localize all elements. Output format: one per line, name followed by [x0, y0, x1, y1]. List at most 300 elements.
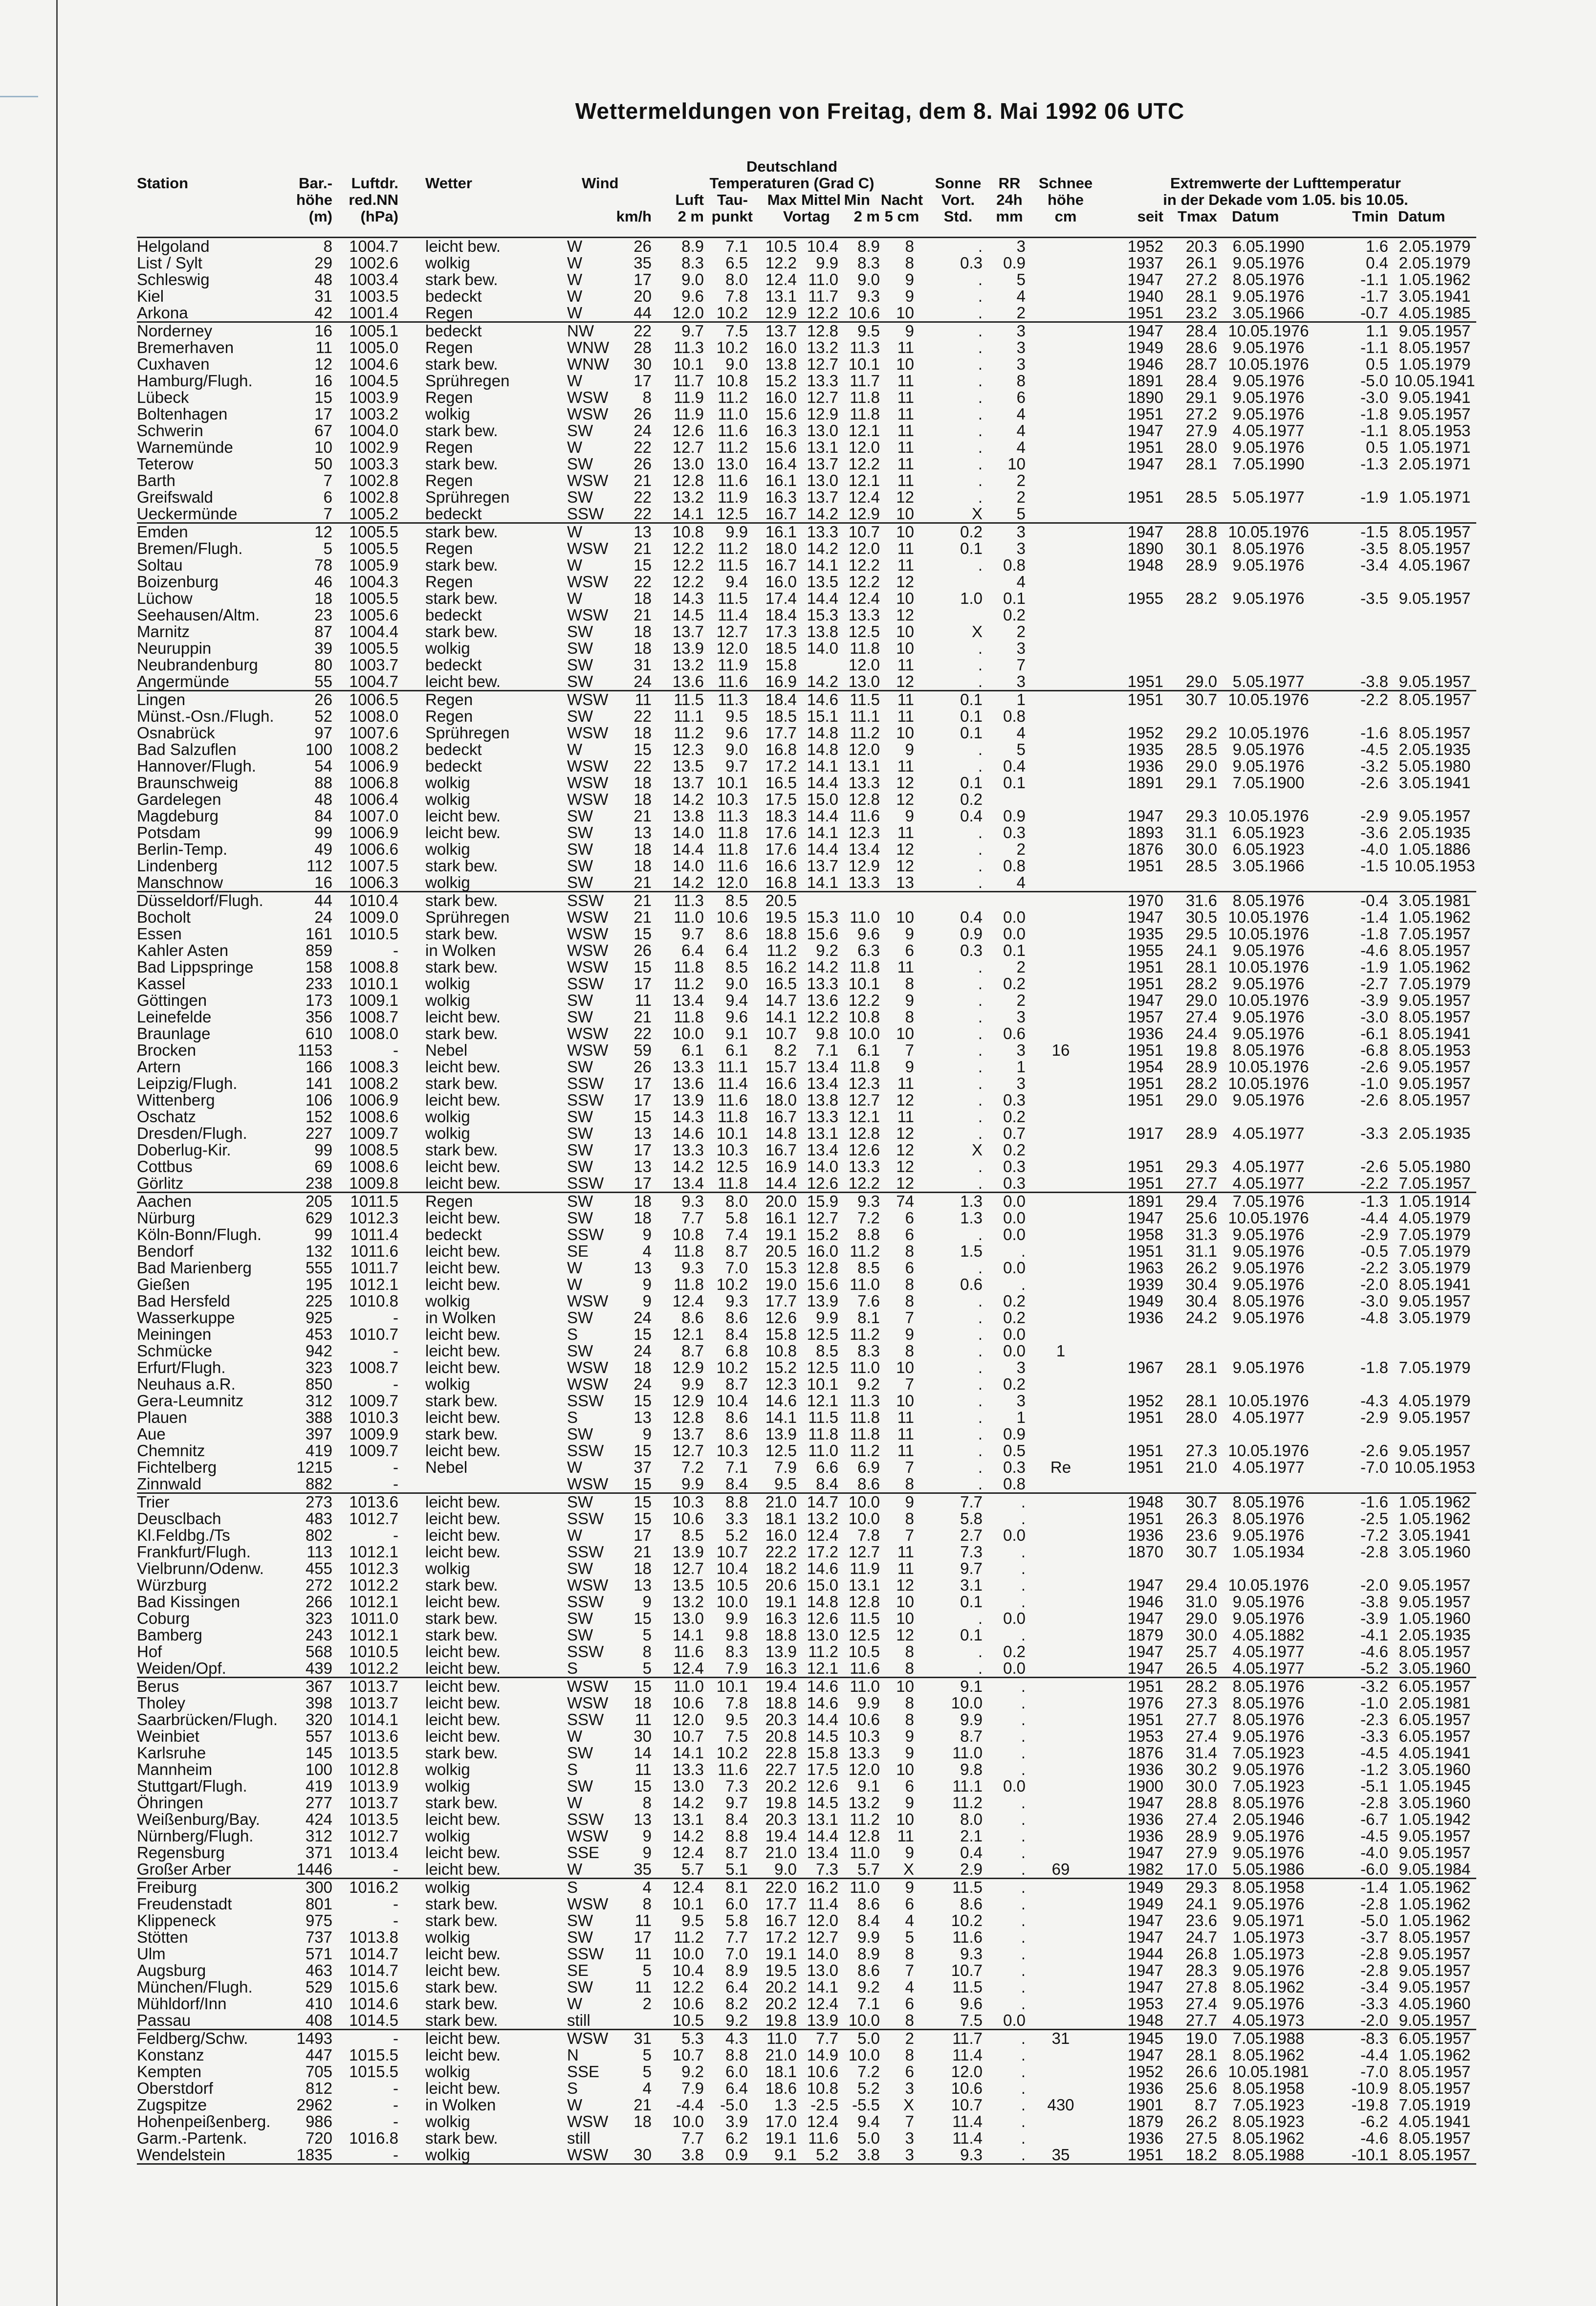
cell-max: 16.1 — [765, 523, 797, 541]
cell-tmax-date: 6.05.1923 — [1232, 823, 1305, 842]
cell-luft: 9.9 — [681, 1475, 704, 1493]
cell-taupunkt: 9.6 — [725, 1008, 748, 1026]
cell-luftdruck: - — [393, 1526, 398, 1544]
cell-sonne: X — [971, 1141, 983, 1159]
cell-tmin-date: 8.05.1957 — [1399, 539, 1471, 557]
cell-mittel: 14.6 — [807, 1559, 838, 1577]
cell-rr: 3 — [1016, 1392, 1026, 1410]
cell-tmax: 28.6 — [1185, 338, 1217, 356]
cell-wind-speed: 22 — [634, 322, 652, 340]
cell-sonne: . — [978, 1325, 983, 1343]
cell-wind-dir: WSW — [567, 1677, 609, 1695]
cell-tmax: 28.5 — [1185, 857, 1217, 875]
cell-luft: 9.3 — [681, 1192, 704, 1210]
cell-station: Konstanz — [137, 2046, 204, 2064]
cell-rr: 2 — [1016, 471, 1026, 489]
cell-wind-speed: 24 — [634, 1342, 652, 1360]
cell-rr: . — [1021, 1694, 1026, 1712]
cell-luft: 9.0 — [681, 270, 704, 288]
cell-luft: 12.2 — [672, 556, 704, 574]
cell-max: 18.2 — [765, 1559, 797, 1577]
cell-station: Berlin-Temp. — [137, 840, 228, 858]
cell-wind-speed: 15 — [634, 958, 652, 976]
cell-rr: . — [1021, 1677, 1026, 1695]
cell-wetter: Regen — [425, 573, 473, 591]
table-row — [137, 1175, 1476, 1192]
cell-hoehe: 48 — [314, 270, 332, 288]
cell-mittel: 13.3 — [807, 1108, 838, 1126]
cell-min: 12.8 — [848, 1593, 880, 1611]
cell-mittel: 14.4 — [807, 774, 838, 792]
cell-luft: 14.1 — [672, 505, 704, 523]
cell-seit: 1951 — [1127, 1041, 1163, 1059]
cell-hoehe: 453 — [305, 1325, 332, 1343]
cell-nacht: 11 — [897, 438, 914, 456]
cell-tmax-date: 10.05.1976 — [1228, 925, 1309, 943]
hdr-min2: 2 m — [853, 208, 880, 225]
cell-mittel: 17.5 — [807, 1760, 838, 1778]
cell-wind-dir: SW — [567, 823, 593, 842]
cell-hoehe: 388 — [305, 1408, 332, 1426]
cell-tmin: -10.1 — [1351, 2146, 1388, 2164]
cell-wind-speed: 21 — [634, 606, 652, 624]
cell-tmin-date: 2.05.1935 — [1399, 1124, 1471, 1142]
cell-wind-dir: SW — [567, 1192, 593, 1210]
cell-wetter: wolkig — [425, 1124, 470, 1142]
cell-tmin-date: 3.05.1941 — [1399, 774, 1471, 792]
cell-wind-speed: 9 — [642, 1292, 652, 1310]
table-row — [137, 858, 1476, 874]
cell-nacht: 11 — [897, 958, 914, 976]
cell-wind-speed: 21 — [634, 539, 652, 557]
cell-sonne: 7.7 — [960, 1493, 983, 1511]
cell-station: Garm.-Partenk. — [137, 2129, 247, 2147]
cell-nacht: 10 — [896, 724, 914, 742]
cell-tmax-date: 8.05.1962 — [1232, 2129, 1305, 2147]
cell-seit: 1951 — [1127, 1157, 1163, 1175]
cell-wind-speed: 17 — [634, 1526, 652, 1544]
cell-station: Erfurt/Flugh. — [137, 1358, 226, 1376]
cell-min: 11.8 — [850, 388, 880, 406]
cell-rr: 0.3 — [1003, 1174, 1026, 1192]
cell-tmin: -1.6 — [1360, 724, 1388, 742]
cell-max: 18.0 — [765, 539, 797, 557]
cell-wetter: leicht bew. — [425, 1526, 501, 1544]
cell-tmin: -2.6 — [1360, 1091, 1388, 1109]
cell-tmax: 8.7 — [1195, 2096, 1217, 2114]
cell-wind-speed: 37 — [634, 1458, 652, 1476]
cell-max: 15.2 — [765, 372, 797, 390]
cell-luftdruck: 1009.9 — [349, 1425, 398, 1443]
cell-nacht: 11 — [897, 1543, 914, 1561]
table-row — [137, 1861, 1476, 1878]
cell-max: 20.5 — [765, 1242, 797, 1260]
cell-min: 11.7 — [850, 372, 880, 390]
cell-wetter: stark bew. — [425, 556, 498, 574]
cell-tmax-date: 9.05.1976 — [1232, 1609, 1305, 1627]
cell-tmax-date: 7.05.1976 — [1232, 1192, 1305, 1210]
cell-wind-speed: 30 — [634, 2146, 652, 2164]
cell-luftdruck: 1014.5 — [349, 2011, 398, 2029]
cell-sonne: 9.7 — [960, 1559, 983, 1577]
cell-luft: 14.1 — [672, 1626, 704, 1644]
table-row — [137, 1426, 1476, 1442]
cell-seit: 1935 — [1127, 740, 1163, 758]
cell-tmin-date: 4.05.1967 — [1399, 556, 1471, 574]
cell-wetter: leicht bew. — [425, 1325, 501, 1343]
cell-taupunkt: 11.2 — [718, 438, 748, 456]
cell-luftdruck: 1013.7 — [349, 1677, 398, 1695]
cell-min: 12.7 — [848, 1543, 880, 1561]
cell-hoehe: 1446 — [296, 1860, 332, 1878]
cell-nacht: 10 — [896, 639, 914, 657]
cell-min: 12.0 — [848, 1760, 880, 1778]
cell-max: 20.3 — [765, 1710, 797, 1729]
cell-max: 16.0 — [765, 388, 797, 406]
cell-tmin-date: 9.05.1957 — [1399, 807, 1471, 825]
cell-seit: 1951 — [1127, 1677, 1163, 1695]
cell-max: 14.8 — [765, 1124, 797, 1142]
cell-luftdruck: 1012.1 — [349, 1593, 398, 1611]
cell-rr: 0.0 — [1003, 1342, 1026, 1360]
cell-rr: . — [1021, 1945, 1026, 1963]
cell-tmax: 30.4 — [1185, 1292, 1217, 1310]
cell-luftdruck: 1006.9 — [349, 1091, 398, 1109]
cell-nacht: 9 — [905, 1744, 914, 1762]
cell-mittel: 13.5 — [807, 573, 838, 591]
cell-rr: 3 — [1016, 1008, 1026, 1026]
cell-wind-speed: 5 — [642, 2062, 652, 2081]
cell-tmax: 28.4 — [1185, 322, 1217, 340]
cell-station: Teterow — [137, 455, 194, 473]
cell-tmin-date: 9.05.1957 — [1399, 1408, 1471, 1426]
cell-wetter: stark bew. — [425, 421, 498, 440]
cell-tmin-date: 8.05.1953 — [1399, 1041, 1471, 1059]
cell-sonne: 10.7 — [951, 1961, 983, 1979]
cell-sonne: 0.1 — [960, 724, 983, 742]
cell-max: 21.0 — [765, 2046, 797, 2064]
edge-mark — [0, 96, 38, 97]
cell-taupunkt: 11.6 — [718, 1760, 748, 1778]
hdr-sonne3: Std. — [943, 208, 973, 225]
cell-tmax-date: 8.05.1976 — [1232, 1292, 1305, 1310]
table-row — [137, 489, 1476, 506]
cell-seit: 1952 — [1127, 724, 1163, 742]
cell-taupunkt: 13.0 — [716, 455, 748, 473]
cell-station: Hohenpeißenberg. — [137, 2112, 271, 2130]
cell-min: 10.5 — [848, 1642, 880, 1661]
cell-wind-speed: 22 — [634, 757, 652, 775]
cell-mittel: 9.2 — [816, 941, 838, 959]
table-row — [137, 1678, 1476, 1695]
table-row — [137, 540, 1476, 557]
cell-tmax-date: 10.05.1976 — [1228, 724, 1309, 742]
cell-station: Bad Kissingen — [137, 1593, 240, 1611]
cell-tmin-date: 3.05.1979 — [1399, 1259, 1471, 1277]
cell-tmin-date: 9.05.1957 — [1399, 672, 1471, 690]
cell-seit: 1876 — [1127, 1744, 1163, 1762]
cell-tmax: 25.7 — [1185, 1642, 1217, 1661]
cell-wind-speed: 30 — [634, 1727, 652, 1745]
cell-tmin: -6.7 — [1360, 1810, 1388, 1828]
cell-taupunkt: 10.7 — [716, 1543, 748, 1561]
cell-hoehe: 97 — [314, 724, 332, 742]
cell-mittel: 9.9 — [816, 254, 838, 272]
cell-mittel: 14.8 — [807, 724, 838, 742]
cell-hoehe: 925 — [305, 1308, 332, 1327]
cell-luft: 14.6 — [672, 1124, 704, 1142]
cell-station: Barth — [137, 471, 175, 489]
cell-luftdruck: - — [393, 1860, 398, 1878]
cell-tmax-date: 3.05.1966 — [1232, 304, 1305, 322]
cell-mittel: 14.2 — [807, 958, 838, 976]
cell-tmin: -2.5 — [1360, 1509, 1388, 1528]
table-row — [137, 456, 1476, 472]
cell-nacht: 8 — [905, 1694, 914, 1712]
cell-tmin-date: 8.05.1957 — [1399, 2129, 1471, 2147]
cell-wind-dir: SW — [567, 1008, 593, 1026]
cell-wetter: Sprühregen — [425, 908, 510, 926]
cell-wind-dir: WSW — [567, 539, 609, 557]
cell-wind-dir: SW — [567, 1141, 593, 1159]
cell-station: Schleswig — [137, 270, 210, 288]
cell-wind-speed: 22 — [634, 488, 652, 506]
cell-tmin: -2.0 — [1360, 1275, 1388, 1293]
cell-tmin-date: 7.05.1979 — [1399, 1225, 1471, 1243]
cell-wind-speed: 9 — [642, 1275, 652, 1293]
cell-luftdruck: - — [393, 941, 398, 959]
cell-wind-speed: 22 — [634, 505, 652, 523]
cell-mittel: 12.7 — [807, 1209, 838, 1227]
cell-luft: 13.5 — [672, 1576, 704, 1594]
cell-sonne: . — [978, 1609, 983, 1627]
cell-mittel: 11.5 — [808, 1408, 838, 1426]
cell-wind-speed: 24 — [634, 672, 652, 690]
cell-sonne: 1.5 — [960, 1242, 983, 1260]
cell-tmin-date: 8.05.1957 — [1399, 338, 1471, 356]
cell-seit: 1947 — [1127, 991, 1163, 1009]
cell-tmax-date: 5.05.1986 — [1232, 1860, 1305, 1878]
cell-min: 12.5 — [848, 622, 880, 641]
cell-wind-speed: 13 — [634, 1259, 652, 1277]
table-row — [137, 439, 1476, 456]
cell-max: 22.7 — [765, 1760, 797, 1778]
cell-wind-speed: 26 — [634, 237, 652, 255]
cell-tmax: 28.8 — [1185, 1794, 1217, 1812]
cell-min: 7.1 — [857, 1995, 880, 2013]
cell-max: 12.3 — [765, 1375, 797, 1393]
cell-luft: 12.4 — [672, 1292, 704, 1310]
cell-tmin-date: 7.05.1957 — [1399, 925, 1471, 943]
cell-luft: 13.3 — [672, 1141, 704, 1159]
cell-hoehe: 447 — [305, 2046, 332, 2064]
cell-taupunkt: 4.3 — [725, 2029, 748, 2047]
cell-min: 12.0 — [848, 539, 880, 557]
cell-tmax-date: 9.05.1976 — [1232, 388, 1305, 406]
cell-max: 19.5 — [765, 908, 797, 926]
cell-tmin: -1.8 — [1360, 405, 1388, 423]
cell-taupunkt: 10.2 — [716, 1275, 748, 1293]
cell-max: 17.6 — [765, 823, 797, 842]
cell-max: 17.3 — [765, 622, 797, 641]
table-row — [137, 2012, 1476, 2029]
cell-taupunkt: 5.2 — [725, 1526, 748, 1544]
cell-station: Lindenberg — [137, 857, 218, 875]
cell-min: 11.3 — [850, 338, 880, 356]
cell-hoehe: 31 — [314, 287, 332, 305]
cell-tmin-date: 6.05.1957 — [1399, 1677, 1471, 1695]
cell-min: 12.0 — [848, 740, 880, 758]
cell-nacht: 10 — [896, 355, 914, 373]
cell-tmin-date: 8.05.1941 — [1399, 1275, 1471, 1293]
cell-rr: 4 — [1016, 421, 1026, 440]
cell-wind-speed: 8 — [642, 1794, 652, 1812]
cell-rr: 1 — [1016, 1058, 1026, 1076]
table-row — [137, 992, 1476, 1009]
cell-taupunkt: 6.4 — [725, 1978, 748, 1996]
cell-nacht: 10 — [896, 1677, 914, 1695]
cell-wind-speed: 15 — [634, 1677, 652, 1695]
cell-tmax-date: 6.05.1923 — [1232, 840, 1305, 858]
cell-sonne: . — [978, 488, 983, 506]
cell-mittel: 13.2 — [807, 1509, 838, 1528]
cell-luft: 7.7 — [681, 1209, 704, 1227]
cell-luft: 8.3 — [681, 254, 704, 272]
cell-tmin: -2.6 — [1360, 1157, 1388, 1175]
cell-wetter: stark bew. — [425, 2011, 498, 2029]
cell-taupunkt: 10.5 — [716, 1576, 748, 1594]
cell-tmax: 17.0 — [1185, 1860, 1217, 1878]
cell-rr: 0.0 — [1003, 2011, 1026, 2029]
cell-rr: 7 — [1016, 656, 1026, 674]
cell-min: 12.6 — [848, 1141, 880, 1159]
cell-wind-dir: SSW — [567, 1225, 604, 1243]
cell-min: 11.6 — [850, 807, 880, 825]
cell-tmax-date: 5.05.1977 — [1232, 488, 1305, 506]
cell-station: Zugspitze — [137, 2096, 207, 2114]
cell-max: 16.7 — [765, 1911, 797, 1929]
cell-luftdruck: 1008.0 — [349, 1024, 398, 1042]
cell-seit: 1947 — [1127, 1659, 1163, 1677]
cell-max: 13.9 — [765, 1642, 797, 1661]
cell-seit: 1936 — [1127, 757, 1163, 775]
cell-tmin: 1.6 — [1366, 237, 1388, 255]
cell-station: Bremerhaven — [137, 338, 234, 356]
cell-wind-dir: SW — [567, 1559, 593, 1577]
cell-station: Berus — [137, 1677, 179, 1695]
cell-wetter: leicht bew. — [425, 1242, 501, 1260]
cell-min: 11.5 — [850, 690, 880, 709]
cell-wetter: leicht bew. — [425, 823, 501, 842]
cell-sonne: . — [978, 1358, 983, 1376]
cell-tmax-date: 8.05.1976 — [1232, 1677, 1305, 1695]
cell-tmax-date: 6.05.1990 — [1232, 237, 1305, 255]
hdr-schnee1: Schnee — [1038, 175, 1093, 192]
cell-tmax: 30.2 — [1185, 1760, 1217, 1778]
cell-taupunkt: 7.9 — [725, 1659, 748, 1677]
station-group — [137, 2029, 1476, 2163]
cell-tmax-date: 8.05.1958 — [1232, 2079, 1305, 2097]
cell-luftdruck: 1014.1 — [349, 1710, 398, 1729]
cell-max: 22.2 — [765, 1543, 797, 1561]
cell-tmax-date: 9.05.1976 — [1232, 438, 1305, 456]
cell-wind-speed: 15 — [634, 1475, 652, 1493]
cell-station: Mühldorf/Inn — [137, 1995, 227, 2013]
cell-seit: 1951 — [1127, 2146, 1163, 2164]
cell-tmin: -2.7 — [1360, 975, 1388, 993]
cell-wind-speed: 15 — [634, 556, 652, 574]
cell-max: 16.0 — [765, 573, 797, 591]
cell-luft: 14.2 — [672, 1794, 704, 1812]
table-row — [137, 1711, 1476, 1728]
cell-sonne: 0.4 — [960, 908, 983, 926]
cell-nacht: 11 — [897, 707, 914, 725]
cell-station: Doberlug-Kir. — [137, 1141, 231, 1159]
table-row — [137, 1643, 1476, 1660]
cell-seit: 1951 — [1127, 857, 1163, 875]
cell-luft: 14.2 — [672, 873, 704, 891]
cell-nacht: 6 — [905, 2062, 914, 2081]
cell-tmin-date: 3.05.1960 — [1399, 1794, 1471, 1812]
cell-min: 9.3 — [857, 287, 880, 305]
cell-tmin: -5.1 — [1360, 1777, 1388, 1795]
cell-hoehe: 49 — [314, 840, 332, 858]
cell-min: 12.3 — [848, 823, 880, 842]
cell-seit: 1947 — [1127, 2046, 1163, 2064]
cell-sonne: 10.7 — [951, 2096, 983, 2114]
cell-wind-speed: 18 — [634, 1559, 652, 1577]
cell-luft: 13.6 — [672, 1074, 704, 1092]
cell-tmin: -3.5 — [1360, 539, 1388, 557]
cell-hoehe: 158 — [305, 958, 332, 976]
cell-mittel: 12.1 — [807, 1392, 838, 1410]
cell-min: 10.6 — [848, 304, 880, 322]
cell-tmin-date: 7.05.1979 — [1399, 975, 1471, 993]
cell-tmin: 0.4 — [1366, 254, 1388, 272]
cell-station: Frankfurt/Flugh. — [137, 1543, 251, 1561]
cell-station: Nürburg — [137, 1209, 196, 1227]
cell-station: Weinbiet — [137, 1727, 199, 1745]
cell-tmin: -3.4 — [1360, 1978, 1388, 1996]
cell-hoehe: 942 — [305, 1342, 332, 1360]
cell-sonne: . — [978, 991, 983, 1009]
cell-rr: 0.0 — [1003, 1659, 1026, 1677]
cell-station: Marnitz — [137, 622, 190, 641]
cell-sonne: . — [978, 1642, 983, 1661]
cell-sonne: 9.1 — [960, 1677, 983, 1695]
cell-luft: 10.5 — [672, 2011, 704, 2029]
cell-mittel: 13.9 — [807, 1292, 838, 1310]
cell-rr: 2 — [1016, 991, 1026, 1009]
cell-seit: 1947 — [1127, 322, 1163, 340]
cell-wind-speed: 17 — [634, 372, 652, 390]
cell-seit: 1951 — [1127, 1174, 1163, 1192]
cell-luftdruck: 1009.8 — [349, 1174, 398, 1192]
cell-nacht: 6 — [905, 1777, 914, 1795]
cell-max: 19.8 — [765, 2011, 797, 2029]
cell-max: 12.4 — [765, 270, 797, 288]
cell-luftdruck: 1003.7 — [349, 656, 398, 674]
cell-taupunkt: 10.1 — [716, 1124, 748, 1142]
cell-sonne: 1.3 — [960, 1192, 983, 1210]
cell-hoehe: 323 — [305, 1609, 332, 1627]
cell-station: Bocholt — [137, 908, 191, 926]
cell-sonne: . — [978, 355, 983, 373]
cell-wind-dir: WSW — [567, 908, 609, 926]
cell-seit: 1891 — [1127, 774, 1163, 792]
cell-min: 11.8 — [850, 405, 880, 423]
cell-taupunkt: 11.2 — [718, 539, 748, 557]
